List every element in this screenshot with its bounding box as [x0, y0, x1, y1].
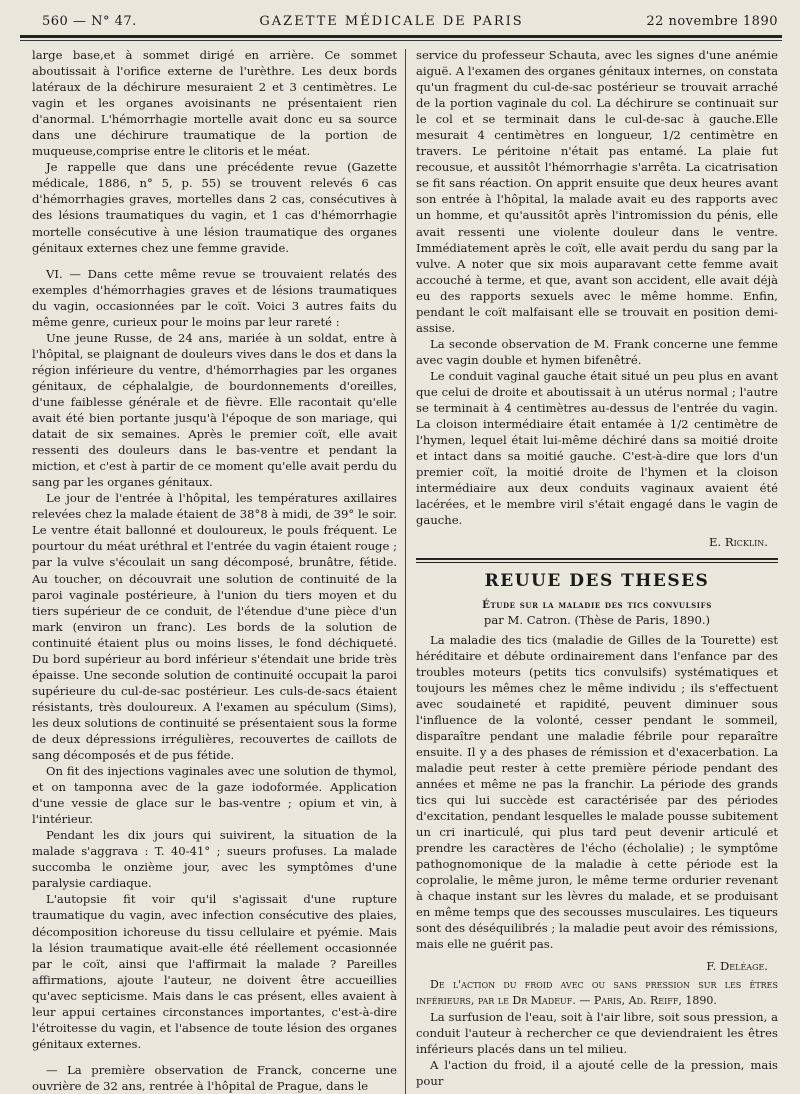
spacer: [32, 1052, 397, 1062]
journal-title: GAZETTE MÉDICALE DE PARIS: [259, 14, 524, 29]
section-title: REUUE DES THESES: [484, 571, 710, 592]
paragraph: Je rappelle que dans une précédente revue (Gazette médicale, 1886, n° 5, p. 55) se trouvent relevés 6 cas d'hémorrhagies graves, mortelles dans 2 cas, consécutives à des lésions traumatiques du vagin, et 1 cas d'hémorrhagie mortelle consécutive à une lésion traumatique des organes génitaux externes chez une femme gravide.: [32, 160, 397, 255]
paragraph: VI. — Dans cette même revue se trouvaient relatés des exemples d'hémorrhagies graves et de lésions traumatiques du vagin, occasionnées par le coït. Voici 3 autres faits du même genre, curieux pour le moins par leur rareté :: [32, 266, 397, 329]
left-column: [20, 47, 405, 1094]
columns: [20, 47, 782, 1094]
page-number: 560 — N° 47.: [42, 14, 137, 29]
paragraph: On fit des injections vaginales avec une solution de thymol, et on tamponna avec de la gaze iodoformée. Application d'une vessie de glace sur le bas-ventre ; opium et vin, à l'intérieur.: [32, 764, 397, 827]
paragraph: Le conduit vaginal gauche était situé un peu plus en avant que celui de droite et aboutissait à un utérus normal ; l'autre se terminait à 4 centimètres au-dessus de l'entrée du vagin. La cloison intermédiaire était entamée à 1/2 centimètre de l'hymen, lequel était lui-même déchiré dans sa moitié droite et intact dans sa moitié gauche. C'est-à-dire que lors d'un premier coït, la moitié droite de l'hymen et la cloison intermédiaire aux deux conduits vaginaux avaient été lacérées, et le membre viril s'était engagé dans le vagin de gauche.: [416, 368, 778, 528]
paragraph: Le jour de l'entrée à l'hôpital, les températures axillaires relevées chez la malade étaient de 38°8 à midi, de 39° le soir. Le ventre était ballonné et douloureux, le pouls fréquent. Le pourtour du méat uréthral et l'entrée du vagin étaient rouge ; par la vulve s'écoulait un sang décomposé, brunâtre, fétide. Au toucher, on découvrait une solution de continuité de la paroi vaginale postérieure, à l'union du tiers moyen et du tiers supérieur de ce conduit, de l'étendue d'une pièce d'un mark (environ un franc). Les bords de la solution de continuité étaient plus ou moins lisses, le fond déchiqueté. Du bord supérieur au bord inférieur s'étendait une bride très épaisse. Une seconde solution de continuité occupait la paroi supérieure du cul-de-sac postérieur. Les culs-de-sacs étaient résistants, très douloureux. A l'examen au spéculum (Sims), les deux solutions de continuité se présentaient sous la forme de deux dépressions irrégulières, recouvertes de caillots de sang décomposés et de pus fétide.: [32, 491, 397, 763]
paragraph: service du professeur Schauta, avec les signes d'une anémie aiguë. A l'examen des organes génitaux internes, on constata qu'un fragment du cul-de-sac postérieur se trouvait arraché de la portion vaginale du col. La déchirure se continuait sur le col et se terminait dans le cul-de-sac à gauche.Elle mesurait 4 centimètres en longueur, 1/2 centimètre en travers. Le péritoine n'était pas entamé. La plaie fut recousue, et aussitôt l'hémorrhagie s'arrêta. La cicatrisation se fit sans réaction. On apprit ensuite que deux heures avant son entrée à l'hôpital, la malade avait eu des rapports avec un homme, et qu'aussitôt après l'intromission du pénis, elle avait ressenti une violente douleur dans le ventre. Immédiatement après le coït, elle avait perdu du sang par la vulve. A noter que six mois auparavant cette femme avait accouché à terme, et que, avant son accident, elle avait déjà eu des rapports sexuels avec le même homme. Enfin, pendant le coït malfaisant elle se trouvait en position demi-assise.: [416, 48, 778, 335]
thesis-signature: F. Deléage.: [706, 959, 768, 974]
paragraph: A l'action du froid, il a ajouté celle de la pression, mais pour: [416, 1057, 778, 1088]
header-rule-thin: [20, 40, 782, 41]
paragraph: L'autopsie fit voir qu'il s'agissait d'une rupture traumatique du vagin, avec infection consécutive des plaies, décomposition ichoreuse du tissu cellulaire et pyémie. Mais la lésion traumatique avait-elle été réellement occasionnée par le coït, ainsi que l'affirmait la malade ? Pareilles affirmations, ajoute l'auteur, ne doivent être accueillies qu'avec septicisme. Mais dans le cas présent, elles avaient à leur appui certaines circonstances importantes, c'est-à-dire l'étroitesse du vagin, et l'absence de toute lésion des organes génitaux externes.: [32, 892, 397, 1051]
header-rule: [20, 35, 782, 38]
right-column: [406, 47, 782, 1094]
paragraph: La seconde observation de M. Frank concerne une femme avec vagin double et hymen bifenêtré.: [416, 336, 778, 367]
thesis-title: Étude sur la maladie des tics convulsifs: [482, 598, 712, 611]
paragraph: La maladie des tics (maladie de Gilles de la Tourette) est héréditaire et débute ordinairement dans l'enfance par des troubles moteurs (petits tics convulsifs) systématiques et toujours les mêmes chez le même individu ; ils s'effectuent avec soudaineté et rapidité, peuvent diminuer sous l'influence de la volonté, cesser pendant le sommeil, disparaître pendant une maladie fébrile pour reparaître ensuite. Il y a des phases de rémission et d'exacerbation. La maladie peut rester à cette première période pendant des années et même ne pas la franchir. La période des grands tics qui lui succède est caractérisée par des périodes d'excitation, pendant lesquelles le malade pousse subitement un cri inarticulé, qui plus tard peut devenir articulé et prendre les caractères de l'écho (écholalie) ; le symptôme pathognomonique de la maladie à cette période est la coprolalie, le même juron, le même terme ordurier revenant à chaque instant sur les lèvres du malade, et se produisant en même temps que des secousses musculaires. Les tiqueurs sont des déséquilibrés ; la maladie peut avoir des rémissions, mais elle ne guérit pas.: [416, 632, 778, 952]
author-signature: E. Ricklin.: [709, 535, 768, 550]
paragraph: large base,et à sommet dirigé en arrière. Ce sommet aboutissait à l'orifice externe de l'urèthre. Les deux bords latéraux de la déchirure mesuraient 2 et 3 centimètres. Le vagin et les organes avoisinants ne présentaient rien d'anormal. L'hémorrhagie mortelle avait donc eu sa source dans une déchirure traumatique de la portion de muqueuse,comprise entre le clitoris et le méat.: [32, 48, 397, 159]
page-header: [20, 14, 782, 33]
section-rule: [416, 558, 778, 563]
paragraph: La surfusion de l'eau, soit à l'air libre, soit sous pression, a conduit l'auteur à rechercher ce que deviendraient les êtres inférieurs placés dans un tel milieu.: [416, 1009, 778, 1056]
spacer: [32, 256, 397, 266]
paragraph: Une jeune Russe, de 24 ans, mariée à un soldat, entre à l'hôpital, se plaignant de douleurs vives dans le dos et dans la région inférieure du ventre, d'hémorrhagies par les organes génitaux, de céphalalgie, de bourdonnements d'oreilles, d'une faiblesse générale et de fièvre. Elle racontait qu'elle avait été bien portante jusqu'à l'époque de son mariage, qui datait de six semaines. Après le premier coït, elle avait ressenti des douleurs dans le bas-ventre et pendant la miction, et c'est à partir de ce moment qu'elle avait perdu du sang par les organes génitaux.: [32, 330, 397, 490]
thesis-author: par M. Catron. (Thèse de Paris, 1890.): [483, 612, 711, 627]
paragraph: Pendant les dix jours qui suivirent, la situation de la malade s'aggrava : T. 40-41° ; sueurs profuses. La malade succomba le onzième jour, avec les symptômes d'une paralysie cardiaque.: [32, 828, 397, 891]
review-heading: De l'action du froid avec ou sans pression sur les êtres inférieurs, par le Dr Madeuf. — Paris, Ad. Reiff, 1890.: [416, 977, 778, 1007]
issue-date: 22 novembre 1890: [646, 14, 778, 29]
paragraph: — La première observation de Franck, concerne une ouvrière de 32 ans, rentrée à l'hôpital de Prague, dans le: [32, 1062, 397, 1093]
